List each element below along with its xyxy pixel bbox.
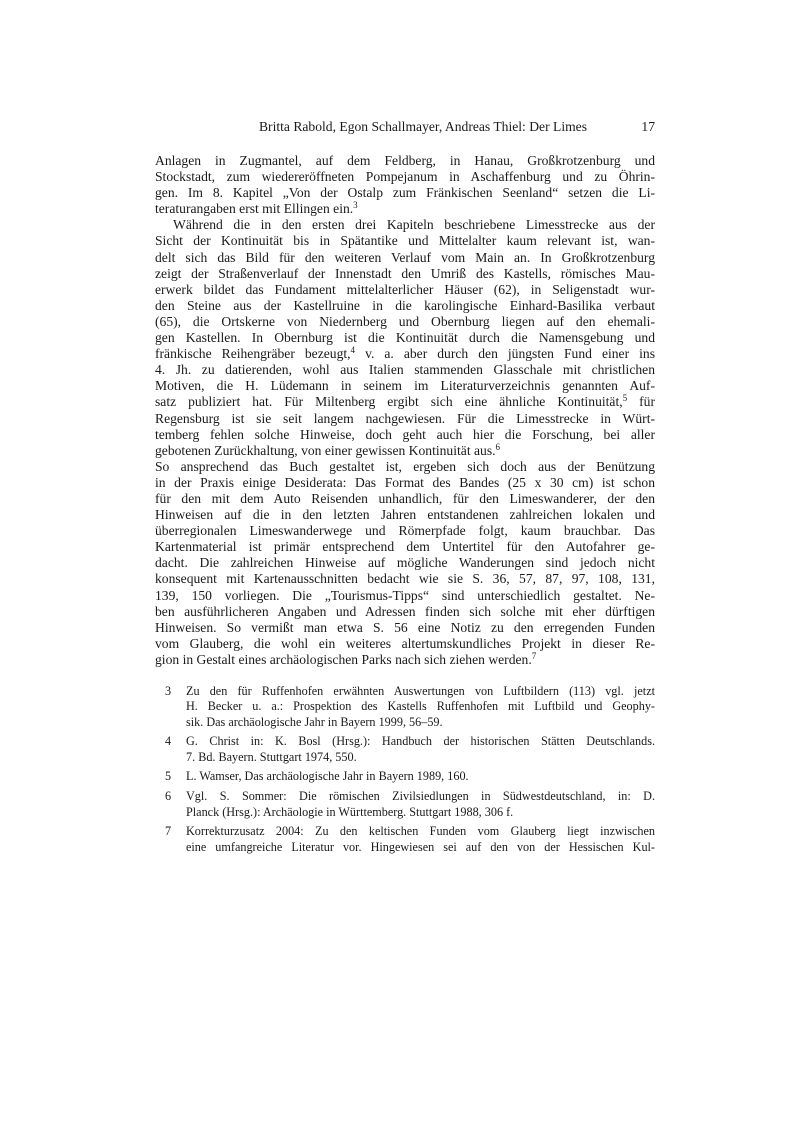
running-title: Britta Rabold, Egon Schallmayer, Andreas Thiel: Der Limes (258, 119, 587, 134)
line-text: gion in Gestalt eines archäologischen Parks nach sich ziehen werden. (155, 651, 532, 667)
footnote-line: 7. Bd. Bayern. Stuttgart 1974, 550. (186, 749, 357, 764)
text-line (155, 394, 655, 410)
footnote (155, 824, 655, 855)
text-line (155, 636, 655, 652)
footnote-line: G. Christ in: K. Bosl (Hrsg.): Handbuch der historischen Stätten Deutschlands. (186, 734, 655, 749)
text-line (155, 523, 655, 539)
footnote-marker: 4 (350, 346, 356, 356)
text-line (155, 185, 655, 201)
line-text: Anlagen in Zugmantel, auf dem Feldberg, in Hanau, Großkrotzenburg und (155, 153, 655, 168)
text-line (155, 330, 655, 346)
footnote (155, 734, 655, 765)
footnote-line: H. Becker u. a.: Prospektion des Kastells Ruffenhofen mit Luftbild und Geophy- (186, 699, 655, 714)
text-line (155, 282, 655, 298)
line-text: den Steine aus der Kastellruine in die karolingische Einhard-Basilika verbaut (155, 297, 655, 313)
line-text: Regensburg ist sie seit langem nachgewiesen. Für die Limesstrecke in Würt- (155, 410, 655, 426)
footnote-line: eine umfangreiche Literatur vor. Hingewiesen sei auf den von der Hessischen Kul- (186, 839, 655, 854)
text-line (155, 217, 655, 233)
footnote-marker: 7 (531, 651, 537, 661)
text-line (155, 153, 655, 169)
text-line (155, 233, 655, 249)
text-line (155, 411, 655, 427)
line-text: ben ausführlicheren Angaben und Adressen finden sich solche mit eher dürftigen (155, 603, 655, 619)
footnote-line: Korrekturzusatz 2004: Zu den keltischen Funden vom Glauberg liegt inzwischen (186, 824, 655, 839)
paragraph (155, 459, 655, 668)
body-text (155, 153, 655, 668)
text-line (155, 491, 655, 507)
line-text: Sicht der Kontinuität bis in Spätantike und Mittelalter kaum relevant ist, wan- (155, 233, 655, 249)
line-text: teraturangaben erst mit Ellingen ein. (155, 201, 354, 217)
text-line (155, 475, 655, 491)
footnote-line: Zu den für Ruffenhofen erwähnten Auswertungen von Luftbildern (113) vgl. jetzt (186, 684, 655, 698)
line-text: fränkische Reihengräber bezeugt, (155, 346, 351, 362)
footnote-marker: 6 (495, 442, 501, 452)
line-text: vom Glauberg, die wohl ein weiteres altertumskundliches Projekt in dieser Re- (155, 635, 655, 651)
text-line (155, 652, 655, 668)
page-number: 17 (641, 119, 655, 134)
line-text: zeigt der Straßenverlauf der Innenstadt den Umriß des Kastells, römisches Mau- (155, 265, 655, 281)
footnote (155, 769, 655, 784)
footnotes (155, 684, 655, 859)
footnote-number: 3 (165, 684, 172, 698)
line-text: konsequent mit Kartenausschnitten bedacht wie sie S. 36, 57, 87, 97, 108, 131, (155, 571, 655, 587)
line-text: So ansprechend das Buch gestaltet ist, ergeben sich doch aus der Benützung (155, 458, 655, 474)
footnote-marker: 5 (622, 394, 628, 404)
line-text: dacht. Die zahlreichen Hinweise auf mögliche Wanderungen sind jedoch nicht (155, 555, 655, 571)
line-text: überregionalen Limeswanderwege und Römerpfade folgt, kaum brauchbar. Das (155, 523, 655, 539)
text-line (155, 362, 655, 378)
line-text: delt sich das Bild für den weiteren Verlauf vom Main an. In Großkrotzenburg (155, 249, 655, 265)
footnote (155, 789, 655, 820)
footnote-line: Planck (Hrsg.): Archäologie in Württemberg. Stuttgart 1988, 306 f. (186, 804, 514, 819)
text-line (155, 588, 655, 604)
paragraph (155, 153, 655, 217)
text-line (155, 314, 655, 330)
line-text: v. a. aber durch den jüngsten Fund einer ins (355, 346, 655, 362)
line-text: Hinweisen. So vermißt man etwa S. 56 eine Notiz zu den erregenden Funden (155, 619, 655, 635)
text-line (155, 443, 655, 459)
line-text: gen Kastellen. In Obernburg ist die Kontinuität durch die Namensgebung und (155, 330, 655, 346)
footnote-number: 7 (165, 824, 172, 839)
line-text: Stockstadt, zum wiedereröffneten Pompejanum in Aschaffenburg und zu Öhrin- (155, 169, 655, 185)
line-text: für den mit dem Auto Reisenden unhandlich, für den Limeswanderer, der den (155, 490, 655, 506)
line-text: Kartenmaterial ist primär entsprechend dem Untertitel für den Autofahrer ge- (155, 539, 655, 555)
paragraph (155, 217, 655, 458)
text-line (155, 346, 655, 362)
text-line (155, 201, 655, 217)
text-line (155, 378, 655, 394)
line-text: gebotenen Zurückhaltung, von einer gewissen Kontinuität aus. (155, 442, 496, 458)
line-text: für (627, 394, 655, 410)
line-text: gen. Im 8. Kapitel „Von der Ostalp zum Fränkischen Seenland“ setzen die Li- (155, 185, 655, 201)
line-text: Motiven, die H. Lüdemann in seinem im Literaturverzeichnis genannten Auf- (155, 378, 655, 394)
running-header (155, 119, 655, 137)
footnote-number: 5 (165, 769, 172, 784)
text-line (155, 459, 655, 475)
footnote-line: L. Wamser, Das archäologische Jahr in Bayern 1989, 160. (186, 769, 469, 784)
text-line (155, 539, 655, 555)
footnote-marker: 3 (353, 201, 358, 211)
line-text: 4. Jh. zu datierenden, wohl aus Italien stammenden Glasschale mit christlichen (155, 362, 655, 378)
text-line (155, 298, 655, 314)
footnote-line: sik. Das archäologische Jahr in Bayern 1999, 56–59. (186, 714, 443, 729)
footnote-number: 6 (165, 789, 172, 804)
line-text: temberg fehlen solche Hinweise, doch geht auch hier die Forschung, bei aller (155, 426, 655, 442)
text-line (155, 250, 655, 266)
line-text: Während die in den ersten drei Kapiteln beschriebene Limesstrecke aus der (173, 217, 655, 233)
line-text: (65), die Ortskerne von Niedernberg und Obernburg liegen auf den ehemali- (155, 313, 655, 329)
footnote (155, 684, 655, 730)
text-line (155, 604, 655, 620)
text-line (155, 620, 655, 636)
footnote-number: 4 (165, 734, 172, 749)
text-line (155, 571, 655, 587)
line-text: satz publiziert hat. Für Miltenberg ergibt sich eine ähnliche Kontinuität, (155, 394, 623, 410)
text-line (155, 427, 655, 443)
text-line (155, 169, 655, 185)
line-text: erwerk bildet das Fundament mittelalterlicher Häuser (62), in Seligenstadt wur- (155, 281, 655, 297)
text-line (155, 555, 655, 571)
line-text: 139, 150 vorliegen. Die „Tourismus-Tipps“ sind unterschiedlich gestaltet. Ne- (155, 587, 655, 603)
line-text: in der Praxis einige Desiderata: Das Format des Bandes (25 x 30 cm) ist schon (155, 474, 655, 490)
line-text: Hinweisen auf die in den letzten Jahren entstandenen zahlreichen lokalen und (155, 507, 655, 523)
text-line (155, 507, 655, 523)
footnote-line: Vgl. S. Sommer: Die römischen Zivilsiedlungen in Südwestdeutschland, in: D. (186, 789, 655, 804)
text-line (155, 266, 655, 282)
